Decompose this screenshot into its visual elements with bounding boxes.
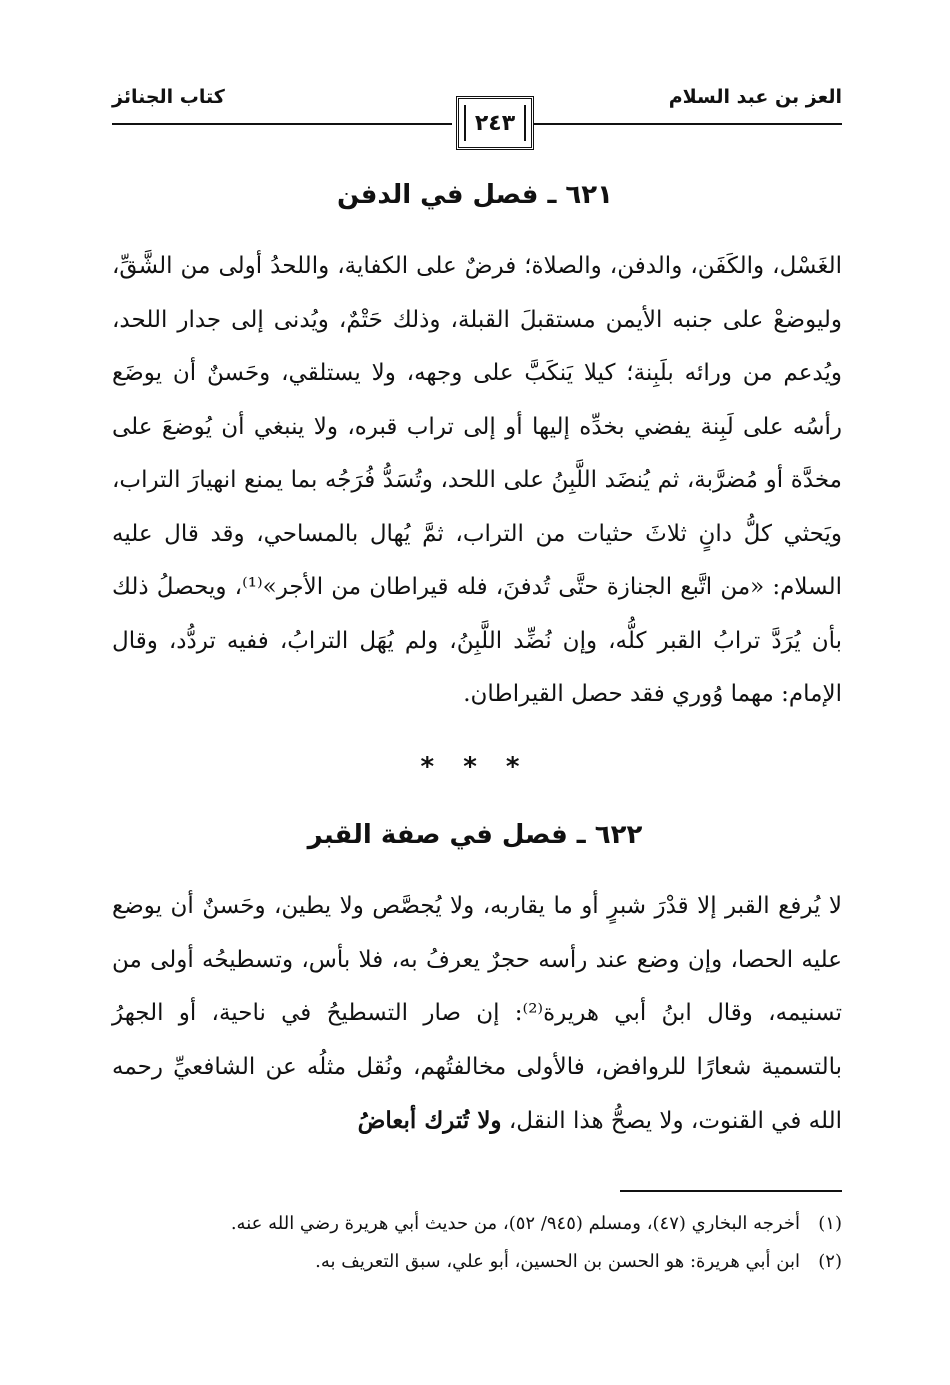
text-line: الغَسْل، والكَفَن، والدفن، والصلاة؛ فرضٌ على الكفاية، واللحدُ أولى (218, 253, 843, 279)
section-divider: * * * (420, 752, 530, 782)
text-line: أن يوضع عليه الحصا، وإن وضع عند رأسه حجرٌ يعرفُ به، فلا بأس، (112, 893, 843, 973)
footnote-1 (112, 1205, 842, 1243)
section-title-grave-form: ٦٢٢ ـ فصل في صفة القبر (307, 820, 643, 850)
text-line: من الشَّقِّ، وليوضعْ على جنبه الأيمن مستقبلَ القبلة، وذلك حَتْمٌ، ويُدنى إلى (112, 253, 843, 333)
header-rule-left (112, 123, 452, 125)
text-line: بالمساحي، وقد قال عليه السلام: «من اتَّبع الجنازة حتَّى تُدفنَ، فله قيراطان (112, 520, 843, 600)
running-head-book: كتاب الجنائز (112, 86, 225, 108)
text-line: أن يُوضعَ على مخدَّة أو مُضرَّبة، ثم يُنضَد اللَّبِنُ على اللحد، وتُسَدُّ فُرَجُه بما (112, 413, 842, 493)
page-number-frame (456, 96, 534, 150)
text-line: لا يُرفع القبر إلا قدْرَ شبرٍ أو ما يقاربه، ولا يُجصَّص ولا يطين، وحَسنٌ (202, 893, 842, 919)
text-line: يُهَل الترابُ، ففيه تردُّد، وقال الإمام: مهما وُوري فقد حصل القيراطان. (112, 627, 842, 707)
burial-paragraph (112, 240, 842, 722)
text-line: جدار اللحد، ويُدعم من ورائه بلَبِنة؛ كيلا يَنكَبَّ على وجهه، ولا يستلقي، (112, 306, 842, 386)
grave-form-paragraph (112, 880, 842, 1149)
text-line: وتسطيحُه أولى من تسنيمه، وقال ابنُ أبي هريرة⁽²⁾: إن صار التسطيحُ في (112, 946, 842, 1026)
footnote-2 (112, 1243, 842, 1281)
footnote-number: (١) (818, 1213, 842, 1234)
footnotes (112, 1205, 842, 1281)
footnote-number: (٢) (818, 1251, 842, 1272)
bold-continuation: ولا تُترك أبعاضُ (357, 1107, 502, 1134)
header-rule-right (494, 123, 842, 125)
text-line: يمنع انهيارَ التراب، ويَحثي كلُّ دانٍ ثلاثَ حثيات من التراب، ثمَّ يُهال (112, 467, 843, 547)
running-head-author: العز بن عبد السلام (668, 86, 842, 108)
text-line: ناحية، أو الجهرُ بالتسمية شعارًا للروافض، فالأولى مخالفتُهم، ونُقل مثلُه (112, 1000, 842, 1080)
page-number: ٢٤٣ (474, 110, 516, 136)
text-line: من الأجر»⁽¹⁾، ويحصلُ ذلك بأن يُرَدَّ ترابُ القبر كلُّه، وإن نُضِّد اللَّبِنُ، ولم (112, 574, 843, 654)
footnote-separator (620, 1190, 842, 1192)
text-line: عن الشافعيِّ رحمه الله في القنوت، ولا يصحُّ هذا النقل، (112, 1053, 842, 1134)
footnote-text: أخرجه البخاري (٤٧)، ومسلم (٩٤٥/ ٥٢)، من حديث أبي هريرة رضي الله عنه. (230, 1213, 800, 1234)
text-line: وحَسنٌ أن يوضَع رأسُه على لَبِنة يفضي بخدِّه إليها أو إلى تراب قبره، ولا ينبغي (112, 360, 842, 440)
footnote-text: ابن أبي هريرة: هو الحسن بن الحسين، أبو علي، سبق التعريف به. (315, 1251, 800, 1272)
section-title-burial: ٦٢١ ـ فصل في الدفن (337, 180, 613, 210)
